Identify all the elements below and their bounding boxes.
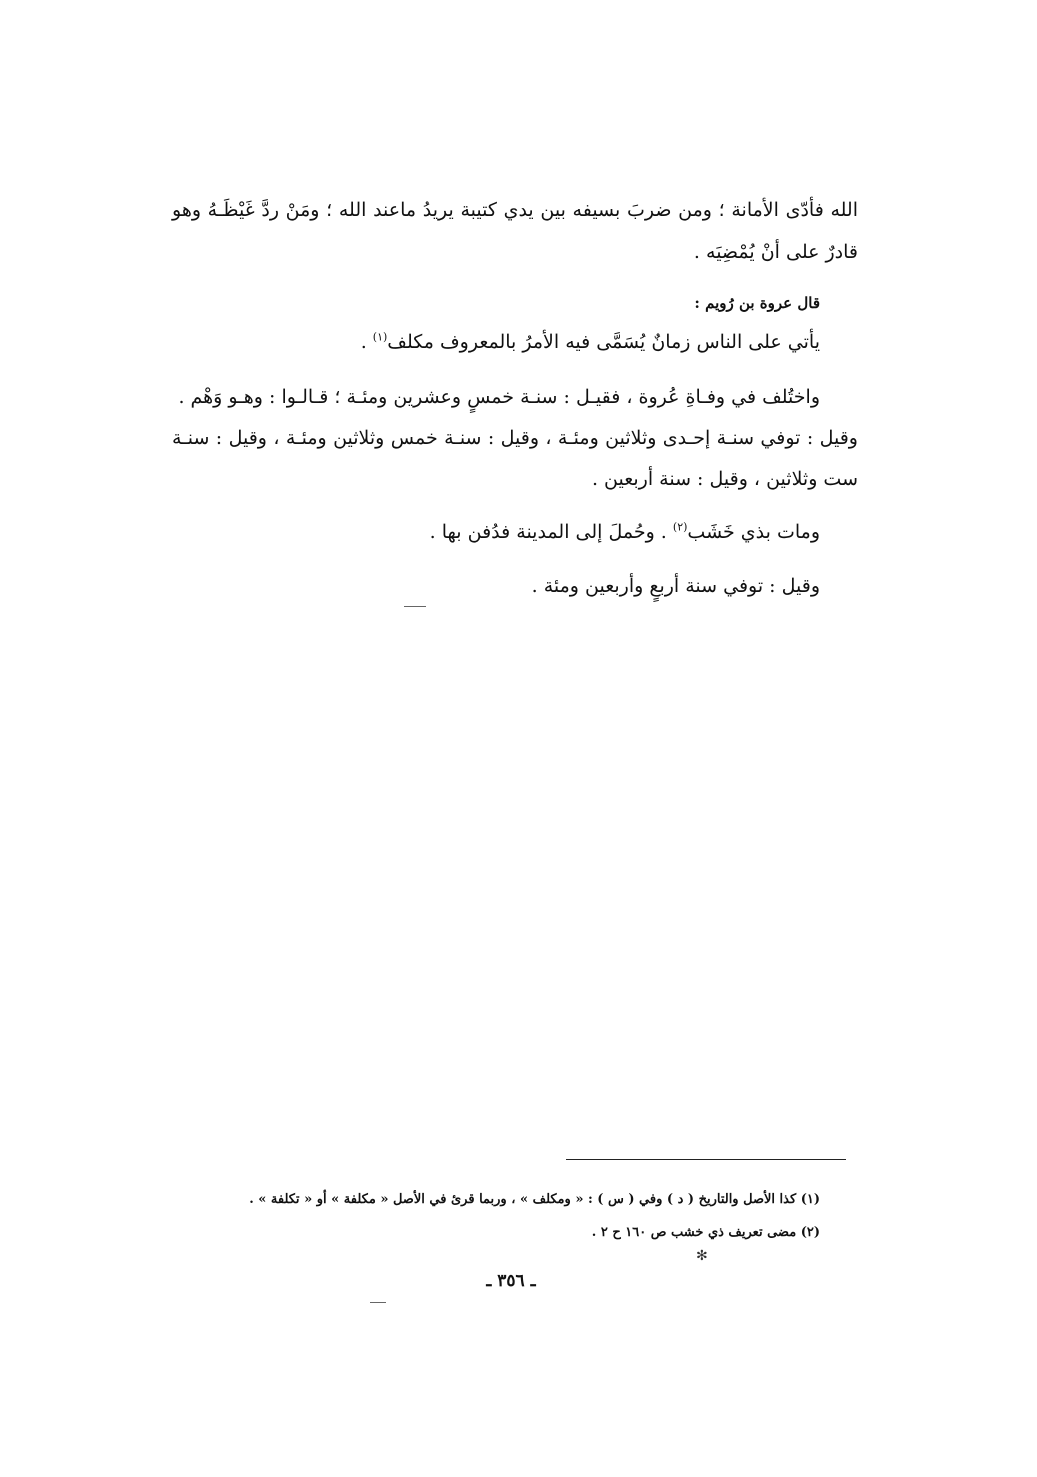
paragraph-1-line-2: قادرٌ على أنْ يُمْضِيَه .: [693, 241, 858, 263]
footnote-2: (٢) مضى تعريف ذي خشب ص ١٦٠ ح ٢ .: [591, 1225, 820, 1240]
footnote-ref-1: (١): [372, 330, 388, 344]
footnote-1: (١) كذا الأصل والتاريخ ( د ) وفي ( س ) : « ومكلف » ، وربما قرئ في الأصل « مكلفة » أو « تكلفة » .: [249, 1192, 820, 1207]
paragraph-1-line-1: الله فأدّى الأمانة ؛ ومن ضربَ بسيفه بين يدي كتيبة يريدُ ماعند الله ؛ ومَنْ ردَّ غَيْظَـهُ وهو: [172, 199, 858, 221]
paragraph-3: [172, 518, 820, 546]
paragraph-2-line-2: وقيل : توفي سنـة إحـدى وثلاثين ومئـة ، وقيل : سنـة خمس وثلاثين ومئـة ، وقيل : سنـة: [172, 427, 858, 449]
quote-heading: قال عروة بن رُويم :: [694, 294, 820, 312]
page-number: ـ ٣٥٦ ـ: [486, 1271, 536, 1291]
footnote-separator: [566, 1159, 846, 1160]
ink-mark-icon: ✻: [696, 1248, 708, 1264]
paragraph-2-line-1: واختُلف في وفـاةِ عُروة ، فقيـل : سنـة خمسٍ وعشرين ومئـة ؛ قـالـوا : وهـو وَهْم .: [178, 386, 820, 408]
scan-speck: [404, 606, 426, 607]
quote-end: .: [360, 331, 373, 353]
paragraph-4: وقيل : توفي سنة أربعٍ وأربعين ومئة .: [531, 575, 820, 597]
paragraph-3-text-after: . وحُملَ إلى المدينة فدُفن بها .: [429, 521, 673, 543]
paragraph-2-line-3: ست وثلاثين ، وقيل : سنة أربعين .: [591, 468, 858, 490]
scan-speck-bottom: [370, 1302, 386, 1303]
paragraph-3-text-before: ومات بذي خَشَب: [687, 521, 820, 543]
footnote-ref-2: (٢): [672, 520, 688, 534]
quote-body: يأتي على الناس زمانٌ يُسَمَّى فيه الأمرُ بالمعروف مكلف: [387, 331, 820, 353]
quote-text: [172, 328, 820, 356]
